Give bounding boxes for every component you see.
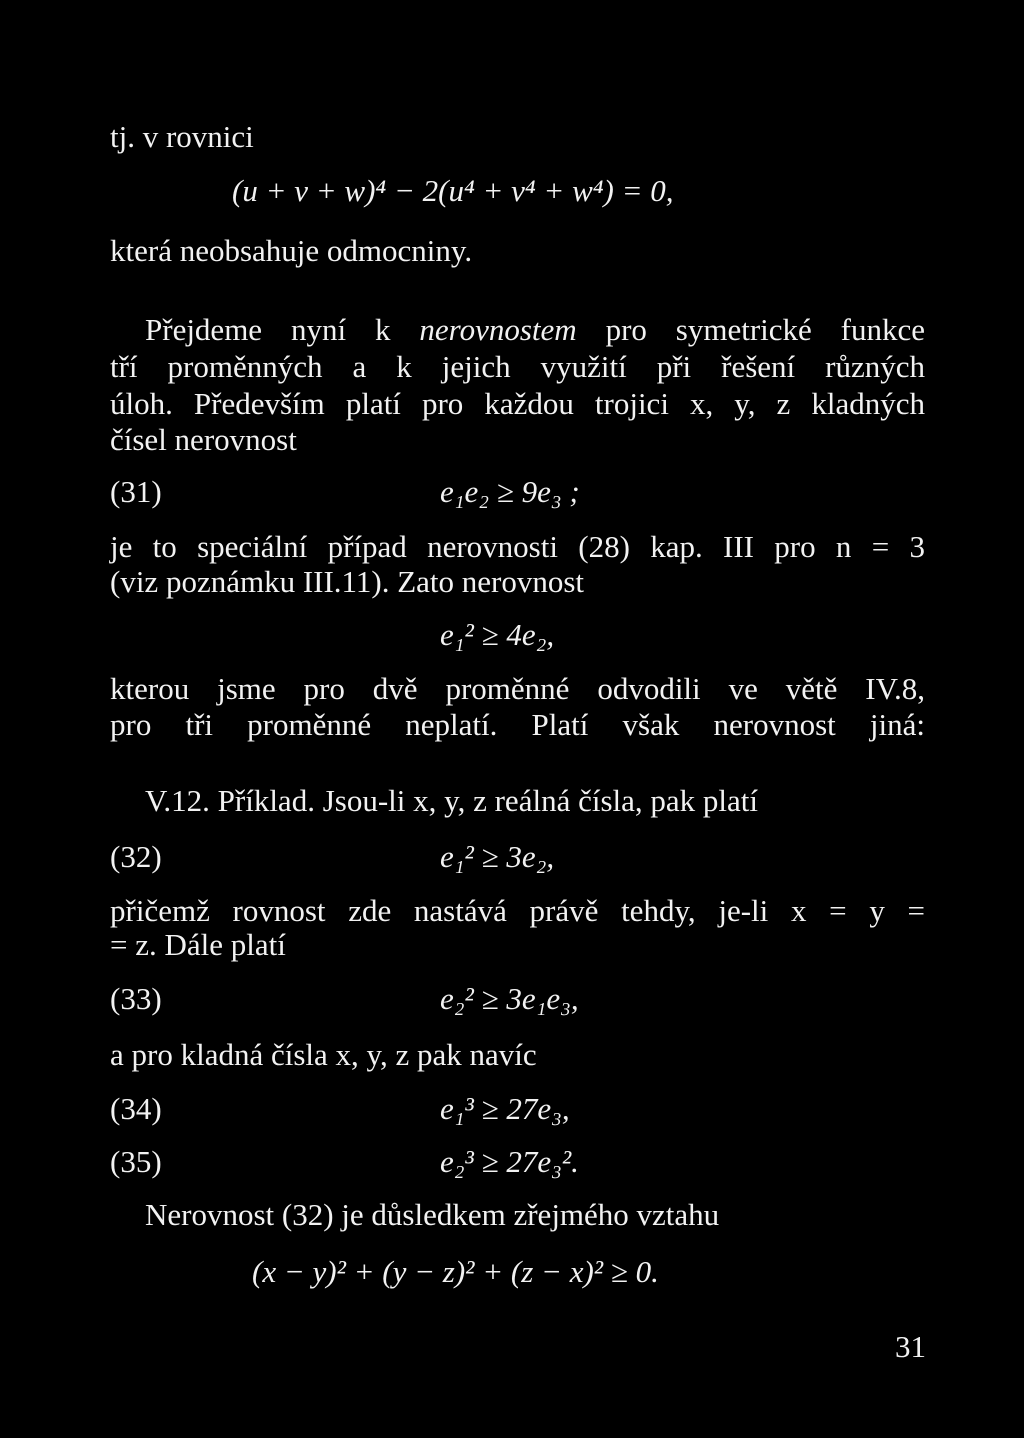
paragraph-1-line-2: tří proměnných a k jejich využití při řešení různých (110, 349, 925, 384)
paragraph-1-line-3: úloh. Především platí pro každou trojici x, y, z kladných (110, 386, 925, 421)
equation-32-number: (32) (110, 839, 162, 874)
page-number: 31 (895, 1329, 926, 1364)
intro-text: tj. v rovnici (110, 119, 254, 154)
paragraph-2-line-1: je to speciální případ nerovnosti (28) kap. III pro n = 3 (110, 529, 925, 564)
paragraph-1-line-4: čísel nerovnost (110, 422, 297, 457)
paragraph-3-line-1: kterou jsme pro dvě proměnné odvodili ve větě IV.8, (110, 671, 925, 706)
paragraph-3-line-2: pro tři proměnné neplatí. Platí však nerovnost jiná: (110, 707, 925, 742)
paragraph-1-line-1 (145, 311, 925, 348)
paragraph-5: a pro kladná čísla x, y, z pak navíc (110, 1037, 537, 1072)
equation-35-body: e₂³ ≥ 27e₃². (440, 1144, 579, 1179)
example-heading: V.12. Příklad. Jsou-li x, y, z reálná čísla, pak platí (145, 783, 758, 818)
equation-top: (u + v + w)⁴ − 2(u⁴ + v⁴ + w⁴) = 0, (232, 173, 674, 208)
intro-continuation: která neobsahuje odmocniny. (110, 233, 473, 268)
emphasis-nerovnostem: nerovnostem (419, 312, 577, 347)
equation-31-number: (31) (110, 474, 162, 509)
paragraph-1-line-1-end: pro symetrické funkce (605, 312, 926, 347)
equation-middle: e₁² ≥ 4e₂, (440, 617, 555, 652)
paragraph-6: Nerovnost (32) je důsledkem zřejmého vztahu (145, 1197, 720, 1232)
equation-34-number: (34) (110, 1091, 162, 1126)
paragraph-4-line-1: přičemž rovnost zde nastává právě tehdy, je-li x = y = (110, 893, 925, 928)
equation-35-number: (35) (110, 1144, 162, 1179)
equation-bottom: (x − y)² + (y − z)² + (z − x)² ≥ 0. (252, 1254, 659, 1289)
paragraph-4-line-2: = z. Dále platí (110, 927, 286, 962)
paragraph-2-line-2: (viz poznámku III.11). Zato nerovnost (110, 564, 585, 599)
equation-34-body: e₁³ ≥ 27e₃, (440, 1091, 570, 1126)
equation-33-number: (33) (110, 981, 162, 1016)
equation-32-body: e₁² ≥ 3e₂, (440, 839, 555, 874)
equation-31-body: e₁e₂ ≥ 9e₃ ; (440, 474, 580, 509)
paragraph-1-line-1-start: Přejdeme nyní k (145, 312, 391, 347)
equation-33-body: e₂² ≥ 3e₁e₃, (440, 981, 579, 1016)
